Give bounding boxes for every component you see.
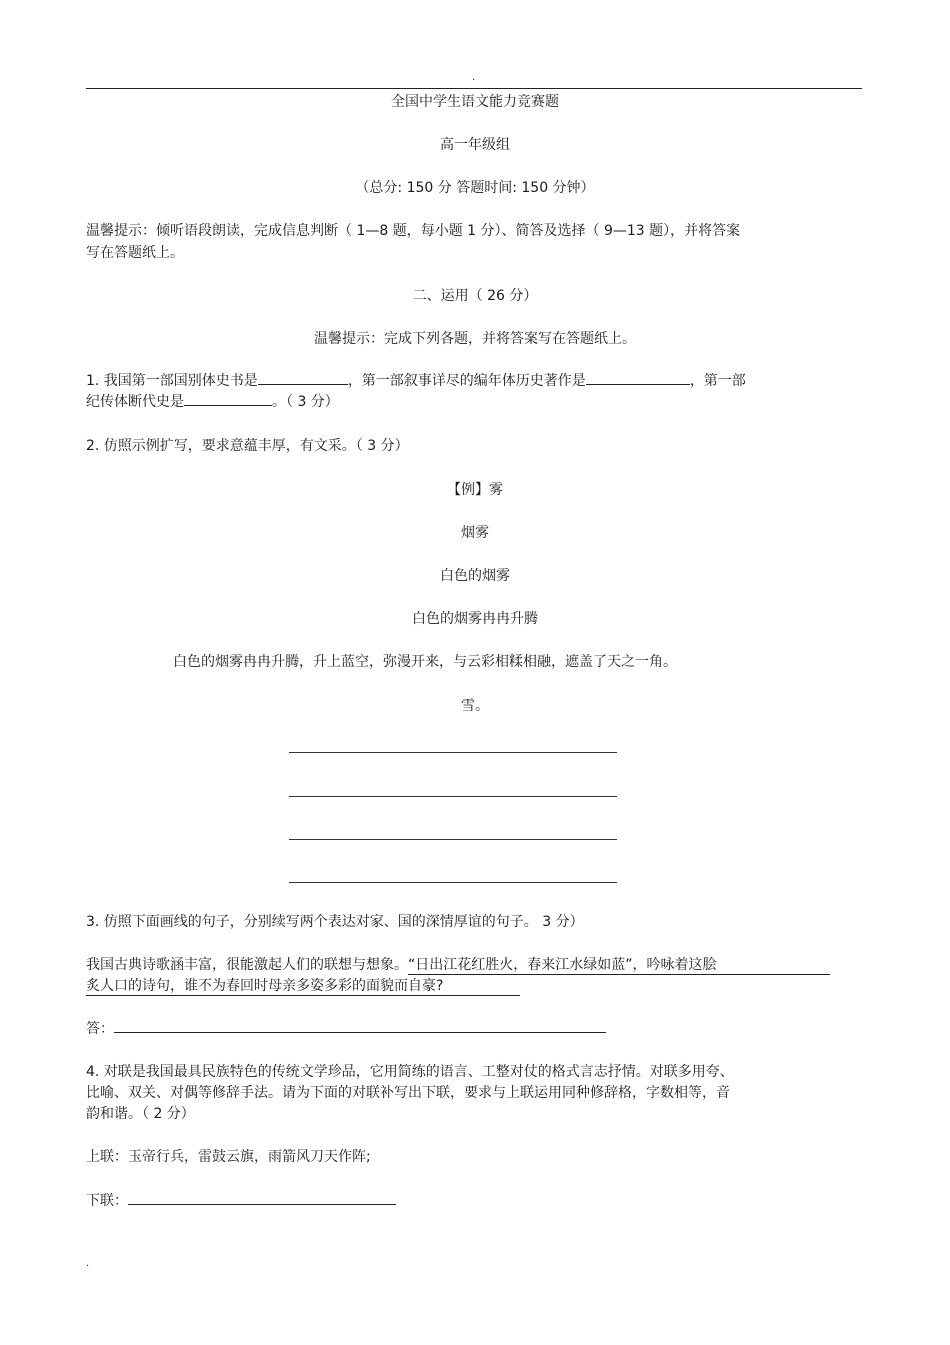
q1-blank-3[interactable] (184, 391, 272, 406)
exam-meta: （总分: 150 分 答题时间: 150 分钟） (355, 180, 595, 196)
q1-text-5: 。（ 3 分） (272, 394, 339, 410)
footer-dot: . (86, 1258, 90, 1269)
q2-answer-line-3[interactable] (289, 839, 617, 840)
q1-text-1: 1. 我国第一部国别体史书是 (86, 373, 258, 389)
question-4-line3: 韵和谐。（ 2 分） (86, 1106, 195, 1122)
q3-answer (86, 1018, 606, 1038)
q4-lower-blank[interactable] (128, 1190, 396, 1205)
q2-example-label: 【例】雾 (447, 482, 503, 498)
question-3-stem: 3. 仿照下面画线的句子，分别续写两个表达对家、国的深情厚谊的句子。 3 分） (86, 914, 584, 930)
q4-lower-label: 下联： (86, 1193, 128, 1209)
q3-passage-c: 炙人口的诗句，谁不为春回时母亲多姿多彩的面貌而自豪? (86, 975, 520, 996)
q2-answer-line-1[interactable] (289, 752, 617, 753)
q1-blank-1[interactable] (258, 370, 348, 385)
q1-blank-2[interactable] (586, 370, 690, 385)
q2-answer-line-4[interactable] (289, 882, 617, 883)
question-4-line1: 4. 对联是我国最具民族特色的传统文学珍品，它用简练的语言、工整对仗的格式言志抒情。对联多用夸、 (86, 1064, 734, 1080)
q1-text-4: 纪传体断代史是 (86, 394, 184, 410)
q3-passage-line1 (86, 954, 830, 975)
question-4-line2: 比喻、双关、对偶等修辞手法。请为下面的对联补写出下联，要求与上联运用同种修辞格，字数相等，音 (86, 1085, 730, 1101)
q2-example-line-1: 烟雾 (461, 525, 489, 541)
q4-lower-couplet (86, 1190, 396, 1210)
q3-passage-underlined: “日出江花红胜火，春来江水绿如蓝”，吟咏着这脍 (408, 954, 830, 975)
question-1 (86, 370, 746, 390)
q3-passage-line2 (86, 975, 520, 996)
tip-listening-line2: 写在答题纸上。 (86, 245, 184, 261)
q4-upper-couplet: 上联：玉帝行兵，雷鼓云旗，雨箭风刀天作阵; (86, 1149, 371, 1165)
question-2-stem: 2. 仿照示例扩写，要求意蕴丰厚，有文采。（ 3 分） (86, 438, 409, 454)
q3-answer-label: 答： (86, 1021, 114, 1037)
question-1-line2 (86, 391, 339, 411)
q2-answer-line-2[interactable] (289, 796, 617, 797)
q2-example-line-2: 白色的烟雾 (440, 568, 510, 584)
tip-listening-line1: 温馨提示：倾听语段朗读，完成信息判断（ 1—8 题，每小题 1 分）、简答及选择（ 9—13 题），并将答案 (86, 223, 741, 239)
header-rule (86, 88, 862, 89)
q1-text-3: ，第一部 (689, 373, 746, 389)
q2-prompt: 雪。 (461, 698, 489, 714)
section-heading: 二、运用（ 26 分） (412, 288, 538, 304)
q2-example-full: 白色的烟雾冉冉升腾，升上蓝空，弥漫开来，与云彩相糅相融，遮盖了天之一角。 (173, 654, 677, 670)
q2-example-line-3: 白色的烟雾冉冉升腾 (412, 611, 538, 627)
q3-passage-a: 我国古典诗歌涵丰富，很能激起人们的联想与想象。 (86, 957, 408, 973)
exam-subtitle: 高一年级组 (440, 137, 510, 153)
tip-usage: 温馨提示：完成下列各题，并将答案写在答题纸上。 (314, 331, 636, 347)
header-dot: . (472, 72, 476, 83)
exam-title: 全国中学生语文能力竞赛题 (391, 94, 559, 110)
q3-answer-blank[interactable] (114, 1018, 606, 1033)
q1-text-2: ，第一部叙事详尽的编年体历史著作是 (347, 373, 586, 389)
